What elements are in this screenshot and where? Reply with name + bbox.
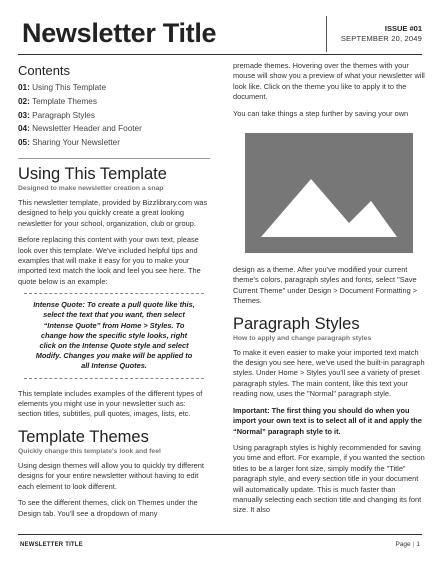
toc-item[interactable]: 01: Using This Template <box>18 83 106 92</box>
body-paragraph: This template includes examples of the different types of elements you might use in your newsletter such as: section titles, subtitles, pull quotes, images, lists, etc. <box>18 388 203 419</box>
body-paragraph: You can take things a step further by saving your own <box>233 108 409 118</box>
toc-item[interactable]: 05: Sharing Your Newsletter <box>18 138 120 148</box>
footer-newsletter-title: NEWSLETTER TITLE <box>20 542 83 548</box>
left-column <box>18 61 210 525</box>
section-title-using-template: Using This Template <box>18 164 167 183</box>
issue-number: ISSUE #01 <box>384 24 422 33</box>
intense-quote: Intense Quote: To create a pull quote like this, select the text that you want, then select “Intense Quote” from Home > Styles. To change how the specific style looks, right click on the Intense Quote style and select Modify. Changes you make will be applied to all Intense Quotes. <box>24 293 204 378</box>
section-subtitle: Designed to make newsletter creation a snap <box>18 184 164 192</box>
page-number: 1 <box>416 541 420 548</box>
issue-date: SEPTEMBER 20, 2049 <box>340 34 422 43</box>
footer-page-number <box>395 541 420 548</box>
right-column <box>233 61 425 522</box>
footer-divider <box>18 534 422 535</box>
newsletter-title: Newsletter Title <box>22 18 217 48</box>
contents-heading: Contents <box>18 63 71 78</box>
section-subtitle: Quickly change this template's look and feel <box>18 447 161 455</box>
toc-item[interactable]: 02: Template Themes <box>18 96 97 106</box>
masthead <box>18 16 422 54</box>
body-paragraph: Before replacing this content with your own text, please look over this template. We've included helpful tips and examples that will make it easy for you to make your imported text match the look and feel you see here. The quote below is an example: <box>18 235 201 286</box>
masthead-divider <box>18 54 422 55</box>
page-separator: | <box>412 541 415 548</box>
section-title-template-themes: Template Themes <box>18 427 149 446</box>
issue-info <box>326 16 422 52</box>
image-placeholder <box>245 133 413 253</box>
table-of-contents <box>18 81 210 150</box>
important-note: Important: The first thing you should do when you import your own text is to select all of it and apply the “Normal” paragraph style to it. <box>233 405 422 436</box>
toc-item[interactable]: 04: Newsletter Header and Footer <box>18 124 142 134</box>
section-subtitle: How to apply and change paragraph styles <box>233 334 372 342</box>
mountain-image-placeholder-icon <box>245 133 413 253</box>
body-paragraph: To make it even easier to make your imported text match the design you see here, we've used the built-in paragraph styles. Under Home > Styles you'll see a variety of preset paragraph styles. The main content, like this text your reading now, uses the "Normal" paragraph style. <box>233 347 425 399</box>
body-paragraph: design as a theme. After you've modified your current theme's colors, paragraph styles and fonts, select "Save Current Theme" under Design > Document Formatting > Themes. <box>233 265 418 306</box>
body-paragraph: This newsletter template, provided by Bizzlibrary.com was designed to help you quickly create a great looking newsletter for your school, organization, club or group. <box>18 197 208 228</box>
page-label: Page <box>395 541 411 548</box>
contents-divider <box>18 158 210 159</box>
toc-item[interactable]: 03: Paragraph Styles <box>18 110 95 120</box>
body-paragraph: premade themes. Hovering over the themes with your mouse will show you a preview of what your newsletter will look like. Click on the theme you like to apply it to the document. <box>233 61 425 102</box>
body-paragraph: Using paragraph styles is highly recommended for saving you time and effort. For example, if you wanted the section titles to be a larger font size, simply modify the "Title" paragraph style, and every section title in your document will automatically update. This is much faster than manually selecting each section title and changing its font size. It also <box>233 442 425 515</box>
body-paragraph: To see the different themes, click on Themes under the Design tab. You'll see a dropdown of many <box>18 498 198 518</box>
body-paragraph: Using design themes will allow you to quickly try different designs for your entire newsletter without having to edit each element to look different. <box>18 460 204 491</box>
section-title-paragraph-styles: Paragraph Styles <box>233 314 360 333</box>
